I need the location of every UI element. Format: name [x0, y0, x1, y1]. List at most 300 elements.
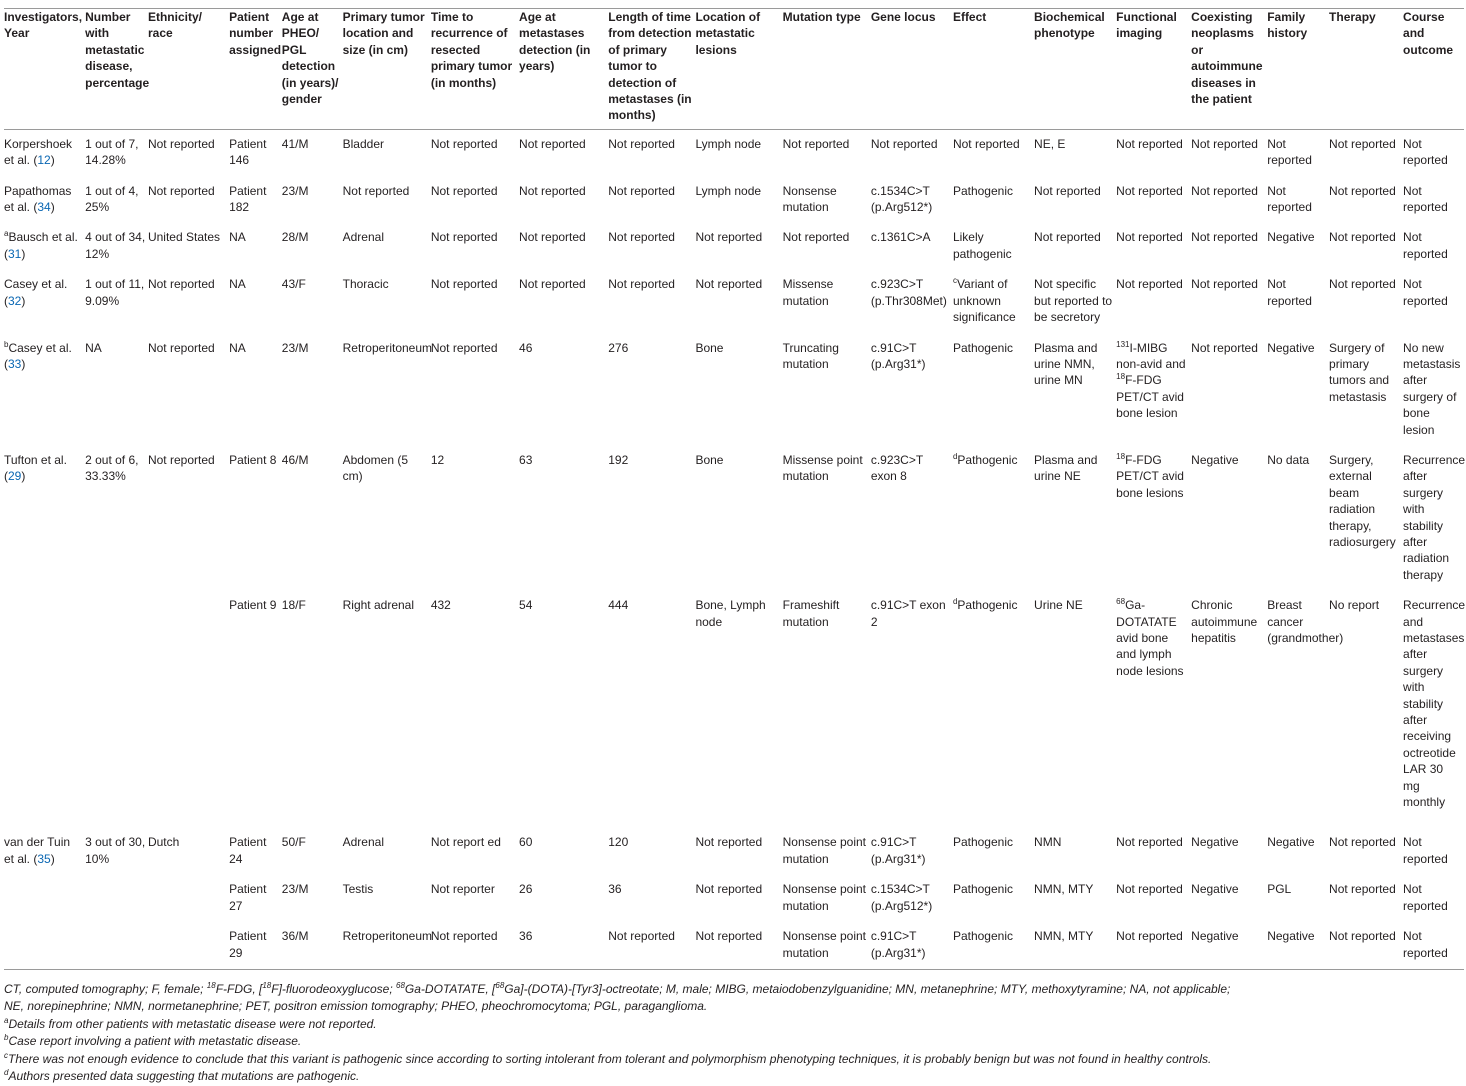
cell-text: Not reported	[870, 136, 938, 151]
cell-text: Variant of unknown significance	[952, 277, 1016, 325]
cell-text: 28/M	[281, 230, 309, 245]
cell-text: Not reported	[608, 929, 675, 944]
cell-text: Not reported	[147, 277, 215, 292]
column-header: Ethnicity/ race	[148, 9, 229, 130]
abbreviations: CT, computed tomography; F, female; $^{18}$F-FDG, [$^{18}$F]-fluorodeoxyglucose; $^{68}$Ga-DOTATATE, [$^{68}$Ga]-(DOTA)-[Tyr3]-octreotate; M, male; MIBG, metaiodobenzylguanidine; MN, metanephrine; MTY, methoxytyramine; NA, not applicable; NE, norepinephrine; NMN, normetanephrine; PET, positron emission tomography; PHEO, pheochromocytoma; PGL, paraganglioma.	[4, 980, 1231, 1014]
cell-text: Not reported	[695, 929, 763, 944]
cell-num	[85, 446, 148, 591]
cell-pat	[229, 828, 282, 875]
reference-link[interactable]: 33	[8, 356, 22, 371]
cell-text: 2 out of 6, 33.33%	[85, 452, 139, 484]
cell-text: 4 out of 34, 12%	[85, 230, 146, 261]
cell-text: c.1534C>T (p.Arg512*)	[870, 183, 933, 215]
cell-rec	[431, 591, 519, 828]
table-row	[4, 922, 1464, 969]
cell-coex	[1191, 591, 1267, 828]
cell-loc	[343, 334, 431, 446]
cell-text: Negative	[1191, 929, 1239, 944]
cell-text: Not reported	[430, 136, 498, 151]
cell-text: 54	[519, 598, 533, 613]
cell-coex	[1191, 922, 1267, 969]
study-name: Casey et al.	[8, 340, 72, 355]
cell-len	[608, 177, 695, 224]
cell-num	[85, 177, 148, 224]
cell-imaging	[1116, 922, 1191, 969]
cell-loc	[343, 129, 431, 176]
footnote-a: $^a$Details from other patients with metastatic disease were not reported.	[4, 1015, 377, 1031]
cell-age	[282, 129, 343, 176]
cell-len	[608, 223, 695, 270]
cell-age	[282, 177, 343, 224]
cell-text: Not reported	[1329, 230, 1396, 245]
cell-effect	[953, 591, 1034, 828]
cell-metloc	[695, 446, 782, 591]
cell-bio	[1034, 334, 1116, 446]
cell-metloc	[695, 591, 782, 828]
study-name: Korpershoek et al.	[4, 136, 73, 168]
cell-text: Negative	[1267, 230, 1315, 245]
cell-text: No report	[1329, 598, 1380, 613]
cell-text: Not reported	[1116, 882, 1183, 897]
cell-text: Chronic autoimmune hepatitis	[1191, 598, 1258, 645]
cell-imaging	[1116, 334, 1191, 446]
cell-text: 444	[608, 598, 629, 613]
cell-course	[1403, 591, 1464, 828]
cell-bio	[1034, 591, 1116, 828]
cell-eth	[148, 270, 229, 333]
study-name: Tufton et al.	[4, 452, 67, 467]
table-page	[4, 8, 1464, 1086]
cell-course	[1403, 922, 1464, 969]
cell-text: NA	[85, 340, 102, 355]
cell-imaging	[1116, 591, 1191, 828]
cell-text: Surgery, external beam radiation therapy, radiosurgery	[1329, 452, 1396, 549]
cell-text: NA	[229, 230, 246, 245]
cell-pat	[229, 177, 282, 224]
cell-fam	[1267, 129, 1329, 176]
cell-text: Missense point mutation	[782, 452, 863, 484]
table-row	[4, 334, 1464, 446]
cell-text: Ga-DOTATATE avid bone and lymph node lesions	[1116, 598, 1184, 678]
isotope-mark: 68	[1116, 597, 1126, 607]
cell-text: Right adrenal	[342, 598, 415, 613]
study-name: Bausch et al.	[8, 230, 78, 245]
cell-text: Not reported	[782, 230, 850, 245]
cell-text: Not reported	[430, 929, 498, 944]
reference-link[interactable]: 34	[37, 200, 51, 215]
cell-eth	[148, 591, 229, 828]
cell-text: Not reported	[1116, 835, 1183, 850]
column-header: Therapy	[1329, 9, 1403, 130]
cell-text: Patient 27	[229, 882, 267, 913]
cell-fam	[1267, 591, 1344, 828]
cell-text: c.923C>T (p.Thr308Met)	[870, 277, 947, 308]
cell-text: Not reported	[147, 183, 215, 198]
cell-investigators: Casey et al. (32)	[4, 277, 68, 308]
cell-text: Frameshift mutation	[782, 598, 840, 629]
column-header: Age at PHEO/ PGL detection (in years)/ gender	[282, 9, 343, 130]
cell-text: Dutch	[147, 835, 180, 850]
cell-effect	[953, 875, 1034, 922]
cell-pat	[229, 446, 282, 591]
cell-text: Not reported	[1191, 183, 1258, 198]
cell-len	[608, 828, 695, 875]
cell-text: Breast cancer (grandmother)	[1267, 598, 1344, 645]
column-header: Investigators, Year	[4, 9, 85, 130]
cell-text: 36/M	[281, 929, 309, 944]
cell-text: Not reported	[1267, 136, 1312, 168]
footnote-mark: a	[4, 229, 9, 239]
cell-text: Adrenal	[342, 230, 384, 245]
cell-gene	[871, 334, 953, 446]
cell-num	[85, 922, 148, 969]
cell-rec	[431, 828, 519, 875]
footnote-mark: b	[4, 339, 9, 349]
cell-text: Recurrence and metastases after surgery with stability after receiving octreotide LAR 30 mg monthly	[1403, 598, 1466, 810]
cell-metloc	[695, 334, 782, 446]
cell-text: Nonsense point mutation	[782, 835, 867, 866]
column-header: Age at metastases detection (in years)	[519, 9, 608, 130]
cell-ther	[1329, 591, 1403, 828]
cell-age	[282, 828, 343, 875]
cell-investigators	[4, 922, 85, 969]
cell-eth	[148, 875, 229, 922]
cell-bio	[1034, 270, 1116, 333]
cell-ther	[1329, 223, 1403, 270]
cell-imaging	[1116, 828, 1191, 875]
cell-text: No data	[1267, 452, 1310, 467]
cell-text: Patient 8	[229, 452, 277, 467]
cell-text: Not reported	[1403, 882, 1448, 913]
cell-metloc	[695, 177, 782, 224]
table-row	[4, 828, 1464, 875]
cell-investigators: Korpershoek et al. (12)	[4, 136, 73, 168]
cell-loc	[343, 922, 431, 969]
column-header: Number with metastatic disease, percentage	[85, 9, 148, 130]
cell-imaging	[1116, 177, 1191, 224]
cell-text: Patient 146	[229, 136, 267, 168]
cell-gene	[871, 828, 953, 875]
cell-text: Not reported	[952, 136, 1020, 151]
cell-text: 26	[519, 882, 533, 897]
cell-text: Not reported	[147, 452, 215, 467]
cell-text: Not reported	[1267, 277, 1312, 308]
table-row	[4, 270, 1464, 333]
column-header: Primary tumor location and size (in cm)	[343, 9, 431, 130]
cell-text: Negative	[1267, 835, 1315, 850]
cell-investigators: Papathomas et al. (34)	[4, 183, 72, 215]
cell-bio	[1034, 129, 1116, 176]
cell-pat	[229, 875, 282, 922]
cell-effect	[953, 177, 1034, 224]
cell-rec	[431, 875, 519, 922]
cell-pat	[229, 591, 282, 828]
cell-text: Negative	[1191, 452, 1239, 467]
cell-imaging	[1116, 223, 1191, 270]
isotope-mark: 18	[1116, 372, 1126, 382]
cell-text: 18/F	[281, 598, 306, 613]
cell-fam	[1267, 922, 1329, 969]
cell-text: Not reported	[430, 183, 498, 198]
cell-text: Not reported	[1116, 230, 1183, 245]
cell-age	[282, 446, 343, 591]
cell-rec	[431, 446, 519, 591]
cell-text: Bone, Lymph node	[695, 598, 766, 629]
cell-agemet	[519, 177, 608, 224]
cell-text: 36	[608, 882, 622, 897]
cell-eth	[148, 177, 229, 224]
cell-agemet	[519, 828, 608, 875]
cell-text: Nonsense mutation	[782, 183, 837, 215]
cell-text: 46	[519, 340, 533, 355]
cell-text: non-avid and	[1116, 356, 1186, 371]
cell-metloc	[695, 828, 782, 875]
cell-text: 43/F	[281, 277, 306, 292]
footnote-mark: c	[952, 276, 957, 286]
cell-text: Pathogenic	[952, 835, 1013, 850]
cell-text: Not reporter	[430, 882, 495, 897]
cell-text: Surgery of primary tumors and metastasis	[1329, 340, 1390, 404]
cell-mut	[783, 875, 871, 922]
cell-text: Negative	[1191, 882, 1239, 897]
cell-metloc	[695, 270, 782, 333]
cell-num	[85, 129, 148, 176]
cell-text: 46/M	[281, 452, 309, 467]
cell-num	[85, 223, 148, 270]
cell-rec	[431, 270, 519, 333]
cell-bio	[1034, 223, 1116, 270]
table-body	[4, 129, 1464, 969]
table-row	[4, 591, 1464, 828]
cell-text: Not reported	[1403, 929, 1448, 960]
cell-text: Pathogenic	[957, 452, 1018, 467]
cell-coex	[1191, 334, 1267, 446]
cell-text: 41/M	[281, 136, 309, 151]
cell-loc	[343, 270, 431, 333]
cell-text: Adrenal	[342, 835, 384, 850]
cell-metloc	[695, 129, 782, 176]
cell-text: c.1534C>T (p.Arg512*)	[870, 882, 933, 913]
cell-eth	[148, 446, 229, 591]
column-header: Time to recurrence of resected primary tumor (in months)	[431, 9, 519, 130]
cell-coex	[1191, 828, 1267, 875]
cell-text: Not reported	[1191, 340, 1258, 355]
cell-text: c.91C>T (p.Arg31*)	[870, 929, 926, 960]
cell-gene	[871, 922, 953, 969]
cell-text: Not reported	[1403, 835, 1448, 866]
cell-gene	[871, 223, 953, 270]
cell-text: Not reported	[519, 277, 586, 292]
cell-text: Lymph node	[695, 136, 762, 151]
cell-text: Not reported	[1116, 183, 1183, 198]
cell-text: Not reported	[1329, 835, 1396, 850]
cell-metloc	[695, 922, 782, 969]
column-header: Coexisting neoplasms or autoimmune diseases in the patient	[1191, 9, 1267, 130]
cell-agemet	[519, 129, 608, 176]
cell-rec	[431, 922, 519, 969]
cell-investigators	[4, 875, 85, 922]
cell-pat	[229, 270, 282, 333]
cell-bio	[1034, 828, 1116, 875]
cell-mut	[783, 922, 871, 969]
reference-link[interactable]: 31	[8, 246, 22, 261]
cell-text: Not reported	[695, 835, 763, 850]
column-header: Patient number assigned	[229, 9, 282, 130]
cell-text: Retroperitoneum	[342, 340, 433, 355]
cell-text: NA	[229, 340, 246, 355]
cell-gene	[871, 875, 953, 922]
cell-fam	[1267, 875, 1329, 922]
cell-text: Not reported	[695, 882, 763, 897]
cell-course	[1403, 270, 1464, 333]
cell-mut	[783, 334, 871, 446]
cell-len	[608, 270, 695, 333]
cell-text: Not reported	[1329, 183, 1396, 198]
cell-pat	[229, 922, 282, 969]
cell-text: Not reported	[608, 277, 675, 292]
cell-text: Not reported	[519, 230, 586, 245]
cell-text: Not reported	[1191, 277, 1258, 292]
footnote-mark: d	[952, 597, 958, 607]
cell-text: No new metastasis after surgery of bone lesion	[1403, 340, 1461, 437]
reference-link[interactable]: 12	[37, 153, 51, 168]
cell-agemet	[519, 446, 608, 591]
cell-text: Not reported	[1329, 136, 1396, 151]
cell-ther	[1329, 177, 1403, 224]
column-header: Course and outcome	[1403, 9, 1464, 130]
cell-fam	[1267, 334, 1329, 446]
reference-link[interactable]: 29	[8, 469, 22, 484]
cell-coex	[1191, 223, 1267, 270]
cell-coex	[1191, 270, 1267, 333]
column-header: Effect	[953, 9, 1034, 130]
cell-text: c.91C>T exon 2	[870, 598, 946, 629]
cell-text: F-FDG PET/CT avid bone lesions	[1116, 452, 1184, 500]
column-header: Mutation type	[783, 9, 871, 130]
cell-len	[608, 591, 695, 828]
cell-text: NMN, MTY	[1034, 882, 1094, 897]
cell-text: NMN, MTY	[1034, 929, 1094, 944]
cell-age	[282, 922, 343, 969]
cell-text: NMN	[1034, 835, 1062, 850]
isotope-mark: 18	[1116, 451, 1126, 461]
study-name: Casey et al.	[4, 277, 68, 292]
cell-mut	[783, 223, 871, 270]
cell-ther	[1329, 270, 1403, 333]
cell-text: 432	[430, 598, 451, 613]
cell-num	[85, 828, 148, 875]
cell-effect	[953, 828, 1034, 875]
cell-text: Bone	[695, 340, 724, 355]
table-row	[4, 129, 1464, 176]
cell-num	[85, 270, 148, 333]
cell-investigators	[4, 591, 85, 828]
cell-eth	[148, 129, 229, 176]
cell-text: Not reported	[519, 183, 586, 198]
cell-text: 50/F	[281, 835, 306, 850]
cell-fam	[1267, 270, 1329, 333]
cell-investigators: van der Tuin et al. (35)	[4, 835, 71, 866]
cell-effect	[953, 446, 1034, 591]
cell-rec	[431, 223, 519, 270]
cell-text: 36	[519, 929, 533, 944]
cell-mut	[783, 270, 871, 333]
cell-text: 276	[608, 340, 629, 355]
cell-text: Not reported	[1191, 230, 1258, 245]
cell-investigators: Tufton et al. (29)	[4, 452, 67, 484]
cell-pat	[229, 334, 282, 446]
cell-effect	[953, 223, 1034, 270]
cell-loc	[343, 177, 431, 224]
table-row	[4, 446, 1464, 591]
study-name: Papathomas et al.	[4, 183, 72, 215]
cell-text: Recurrence after surgery with stability after radiation therapy	[1403, 452, 1466, 582]
metastatic-disease-table	[4, 8, 1464, 970]
cell-ther	[1329, 334, 1403, 446]
footnote-c: $^c$There was not enough evidence to conclude that this variant is pathogenic since according to sorting intolerant from tolerant and polymorphism phenotyping techniques, it is probably benign but was not found in healthy controls.	[4, 1050, 1212, 1066]
cell-text: Pathogenic	[952, 882, 1013, 897]
cell-loc	[343, 591, 431, 828]
cell-text: Not reported	[1034, 183, 1101, 198]
cell-ther	[1329, 922, 1403, 969]
cell-investigators: $^a$Bausch et al. (31)	[4, 229, 78, 261]
cell-text: Patient 9	[229, 598, 277, 613]
cell-text: 23/M	[281, 183, 309, 198]
cell-text: 192	[608, 452, 629, 467]
reference-link[interactable]: 32	[8, 293, 22, 308]
cell-course	[1403, 177, 1464, 224]
cell-text: Patient 29	[229, 929, 267, 960]
cell-loc	[343, 875, 431, 922]
cell-text: Not report ed	[430, 835, 501, 850]
cell-gene	[871, 270, 953, 333]
cell-loc	[343, 446, 431, 591]
cell-text: Bone	[695, 452, 724, 467]
cell-text: Not reported	[430, 230, 498, 245]
cell-text: 23/M	[281, 882, 309, 897]
column-header: Gene locus	[871, 9, 953, 130]
footnote-mark: d	[952, 451, 958, 461]
cell-eth	[148, 334, 229, 446]
cell-text: 23/M	[281, 340, 309, 355]
cell-age	[282, 875, 343, 922]
cell-text: Pathogenic	[952, 183, 1013, 198]
cell-mut	[783, 177, 871, 224]
cell-text: PGL	[1267, 882, 1292, 897]
cell-text: Not reported	[147, 136, 215, 151]
reference-link[interactable]: 35	[37, 851, 51, 866]
study-name: van der Tuin et al.	[4, 835, 71, 866]
cell-gene	[871, 591, 953, 828]
cell-mut	[783, 828, 871, 875]
cell-text: Not reported	[1329, 277, 1396, 292]
cell-text: United States	[147, 230, 221, 245]
cell-len	[608, 922, 695, 969]
cell-coex	[1191, 177, 1267, 224]
cell-agemet	[519, 591, 608, 828]
cell-ther	[1329, 875, 1403, 922]
cell-text: Nonsense point mutation	[782, 929, 867, 960]
cell-text: Not reported	[1403, 136, 1448, 168]
cell-text: Nonsense point mutation	[782, 882, 867, 913]
cell-metloc	[695, 875, 782, 922]
column-header: Functional imaging	[1116, 9, 1191, 130]
cell-coex	[1191, 446, 1267, 591]
cell-text: Negative	[1267, 929, 1315, 944]
cell-text: Not reported	[1116, 929, 1183, 944]
cell-text: Not reported	[1034, 230, 1101, 245]
cell-text: Not reported	[1267, 183, 1312, 215]
